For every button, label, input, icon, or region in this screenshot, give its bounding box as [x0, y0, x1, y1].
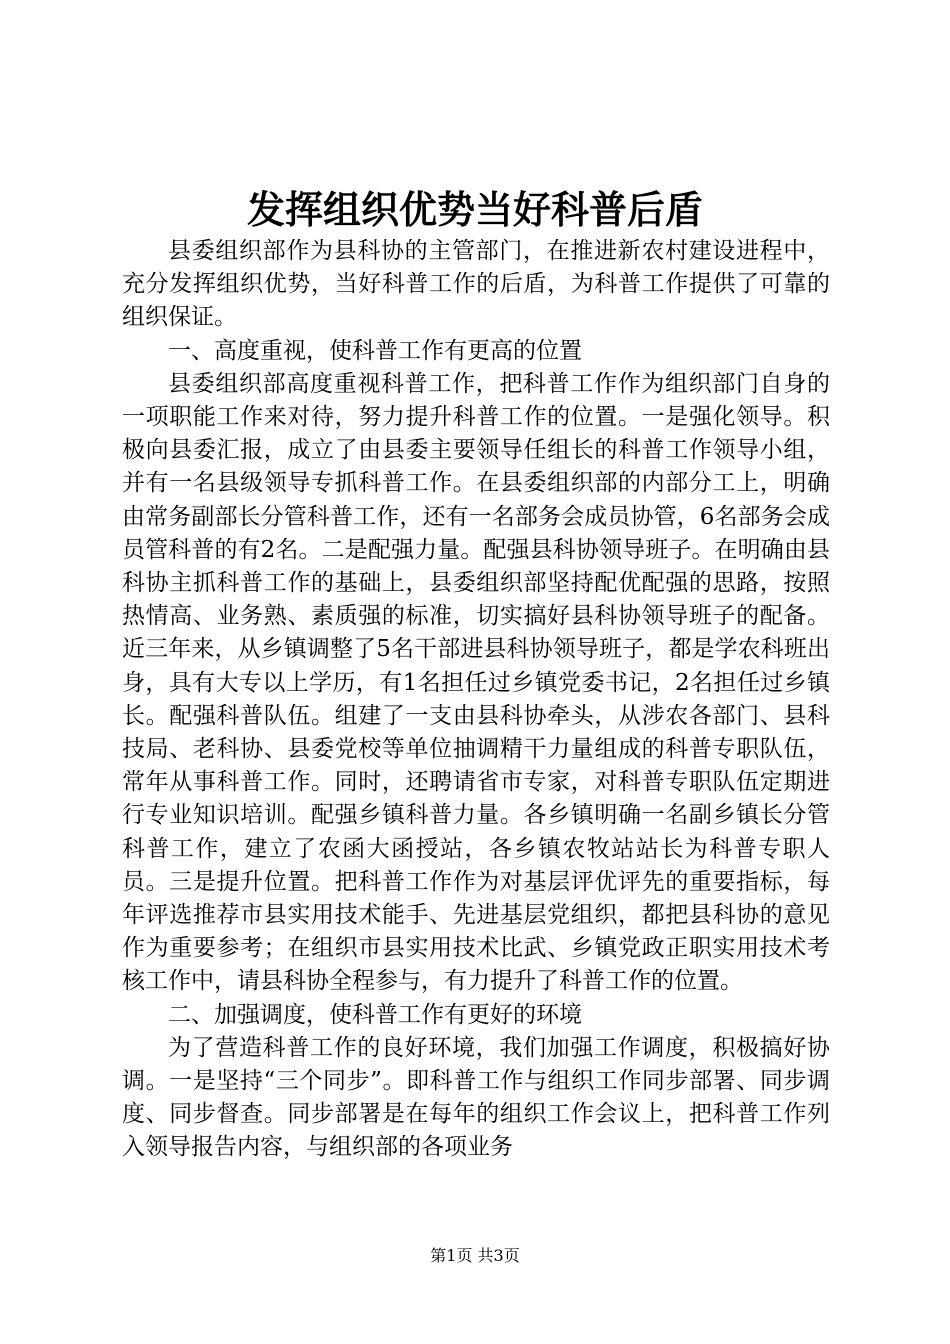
paragraph-section-2: 为了营造科普工作的良好环境，我们加强工作调度，积极搞好协调。一是坚持“三个同步”。即科普工作与组织工作同步部署、同步调度、同步督查。同步部署是在每年的组织工作会议上，把科普工作列入领导报告内容，与组织部的各项业务 — [122, 1034, 830, 1161]
document-title: 发挥组织优势当好科普后盾 — [246, 187, 703, 232]
paragraph-intro: 县委组织部作为县科协的主管部门，在推进新农村建设进程中，充分发挥组织优势，当好科普工作的后盾，为科普工作提供了可靠的组织保证。 — [122, 238, 830, 331]
section-heading-1: 一、高度重视，使科普工作有更高的位置 — [168, 337, 582, 364]
document-body — [122, 235, 830, 1165]
paragraph-section-1: 县委组织部高度重视科普工作，把科普工作作为组织部门自身的一项职能工作来对待，努力提升科普工作的位置。一是强化领导。积极向县委汇报，成立了由县委主要领导任组长的科普工作领导小组，并有一名县级领导专抓科普工作。在县委组织部的内部分工上，明确由常务副部长分管科普工作，还有一名部务会成员协管，6名部务会成员管科普的有2名。二是配强力量。配强县科协领导班子。在明确由县科协主抓科普工作的基础上，县委组织部坚持配优配强的思路，按照热情高、业务熟、素质强的标准，切实搞好县科协领导班子的配备。近三年来，从乡镇调整了5名干部进县科协领导班子，都是学农科班出身，具有大专以上学历，有1名担任过乡镇党委书记，2名担任过乡镇长。配强科普队伍。组建了一支由县科协牵头，从涉农各部门、县科技局、老科协、县委党校等单位抽调精干力量组成的科普专职队伍，常年从事科普工作。同时，还聘请省市专家，对科普专职队伍定期进行专业知识培训。配强乡镇科普力量。各乡镇明确一名副乡镇长分管科普工作，建立了农函大函授站，各乡镇农牧站站长为科普专职人员。三是提升位置。把科普工作作为对基层评优评先的重要指标，每年评选推荐市县实用技术能手、先进基层党组织，都把县科协的意见作为重要参考；在组织市县实用技术比武、乡镇党政正职实用技术考核工作中，请县科协全程参与，有力提升了科普工作的位置。 — [122, 370, 830, 995]
page-number-footer: 第1页 共3页 — [430, 1246, 520, 1265]
section-heading-2: 二、加强调度，使科普工作有更好的环境 — [168, 1001, 582, 1028]
